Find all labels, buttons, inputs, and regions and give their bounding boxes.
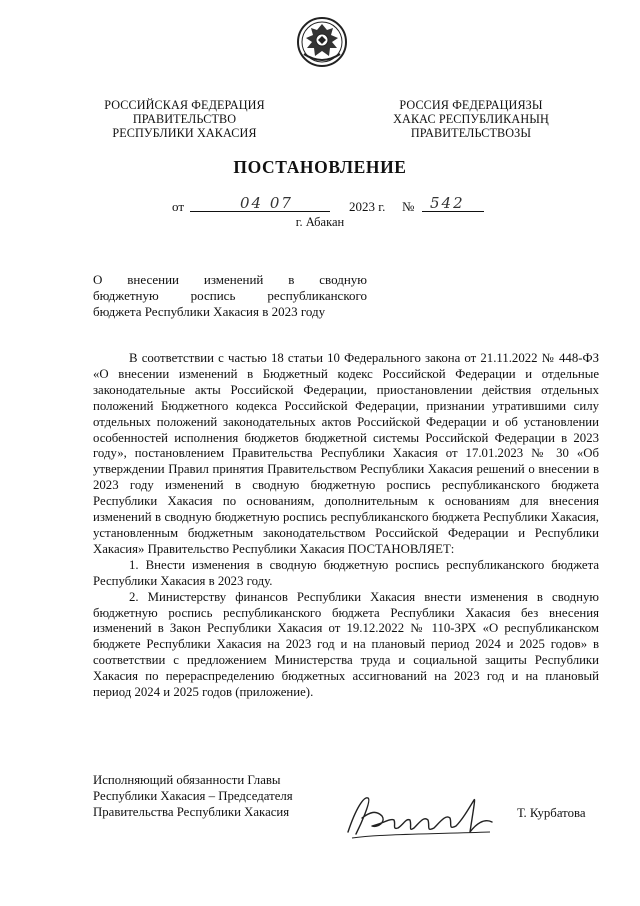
header-line: ПРАВИТЕЛЬСТВОЗЫ xyxy=(410,126,532,140)
header-right-kjh xyxy=(382,98,560,140)
subject-line: бюджета Республики Хакасия в 2023 году xyxy=(93,304,326,320)
subject-line: бюджетную роспись республиканского xyxy=(93,288,367,304)
khakassia-coat-of-arms-icon xyxy=(296,16,348,68)
signatory-position xyxy=(93,772,333,820)
number-label: № xyxy=(402,199,415,214)
header-line: РОССИЙСКАЯ ФЕДЕРАЦИЯ xyxy=(104,98,265,112)
position-line: Правительства Республики Хакасия xyxy=(93,805,290,819)
body-paragraph: В соответствии с частью 18 статьи 10 Федерального закона от 21.11.2022 № 448-ФЗ «О внесении изменений в Бюджетный кодекс Российской Федерации и отдельные законодательные акты Российской Федерации, приостановлении действия отдельных положений Бюджетного кодекса Российской Федерации, признании утратившими силу отдельных положений законодательных актов Российской Федерации и об установлении особенностей исполнения бюджетов бюджетной системы Российской Федерации в 2023 году», постановлением Правительства Республики Хакасия от 17.01.2023 № 30 «Об утверждении Правил принятия Правительством Республики Хакасия решений о внесении в 2023 году изменений в сводную бюджетную роспись республиканского бюджета Республики Хакасия по основаниям, дополнительным к основаниям для внесения изменений в сводную бюджетную роспись республиканского бюджета Республики Хакасия, установленным бюджетным законодательством Российской Федерации и Республики Хакасия» Правительство Республики Хакасия ПОСТАНОВЛЯЕТ: xyxy=(93,351,599,556)
header-line: ХАКАС РЕСПУБЛИКАНЫҢ xyxy=(393,112,549,126)
subject-block xyxy=(93,272,367,321)
date-number-line xyxy=(172,196,502,216)
handwritten-date: 04 07 xyxy=(240,194,293,212)
document-body xyxy=(93,351,599,701)
position-line: Республики Хакасия – Председателя xyxy=(93,789,293,803)
handwritten-signature xyxy=(342,788,502,846)
from-label: от xyxy=(172,199,185,214)
header-line: РОССИЯ ФЕДЕРАЦИЯЗЫ xyxy=(399,98,543,112)
header-line: ПРАВИТЕЛЬСТВО xyxy=(132,112,237,126)
subject-line: О внесении изменений в сводную xyxy=(93,272,367,287)
signatory-name: Т. Курбатова xyxy=(517,806,586,820)
header-left-ru xyxy=(92,98,277,140)
body-paragraph: 2. Министерству финансов Республики Хакасия внести изменения в сводную бюджетную роспись республиканского бюджета Республики Хакасия без внесения изменений в Закон Республики Хакасия от 19.12.2022 № 110-ЗРХ «О республиканском бюджете Республики Хакасия на 2023 год и на плановый период 2024 и 2025 годов» в соответствии с предложением Министерства труда и социальной защиты Республики Хакасия по перераспределению бюджетных ассигнований на 2023 год и на плановый период 2024 и 2025 годов (приложение). xyxy=(93,589,599,700)
body-paragraph: 1. Внести изменения в сводную бюджетную роспись республиканского бюджета Республики Хакасия в 2023 году. xyxy=(93,557,599,588)
year-label: 2023 г. xyxy=(349,199,386,214)
city: г. Абакан xyxy=(295,215,345,229)
handwritten-number: 542 xyxy=(430,194,465,212)
position-line: Исполняющий обязанности Главы xyxy=(93,773,281,787)
document-title: ПОСТАНОВЛЕНИЕ xyxy=(233,157,407,177)
header-line: РЕСПУБЛИКИ ХАКАСИЯ xyxy=(112,126,257,140)
